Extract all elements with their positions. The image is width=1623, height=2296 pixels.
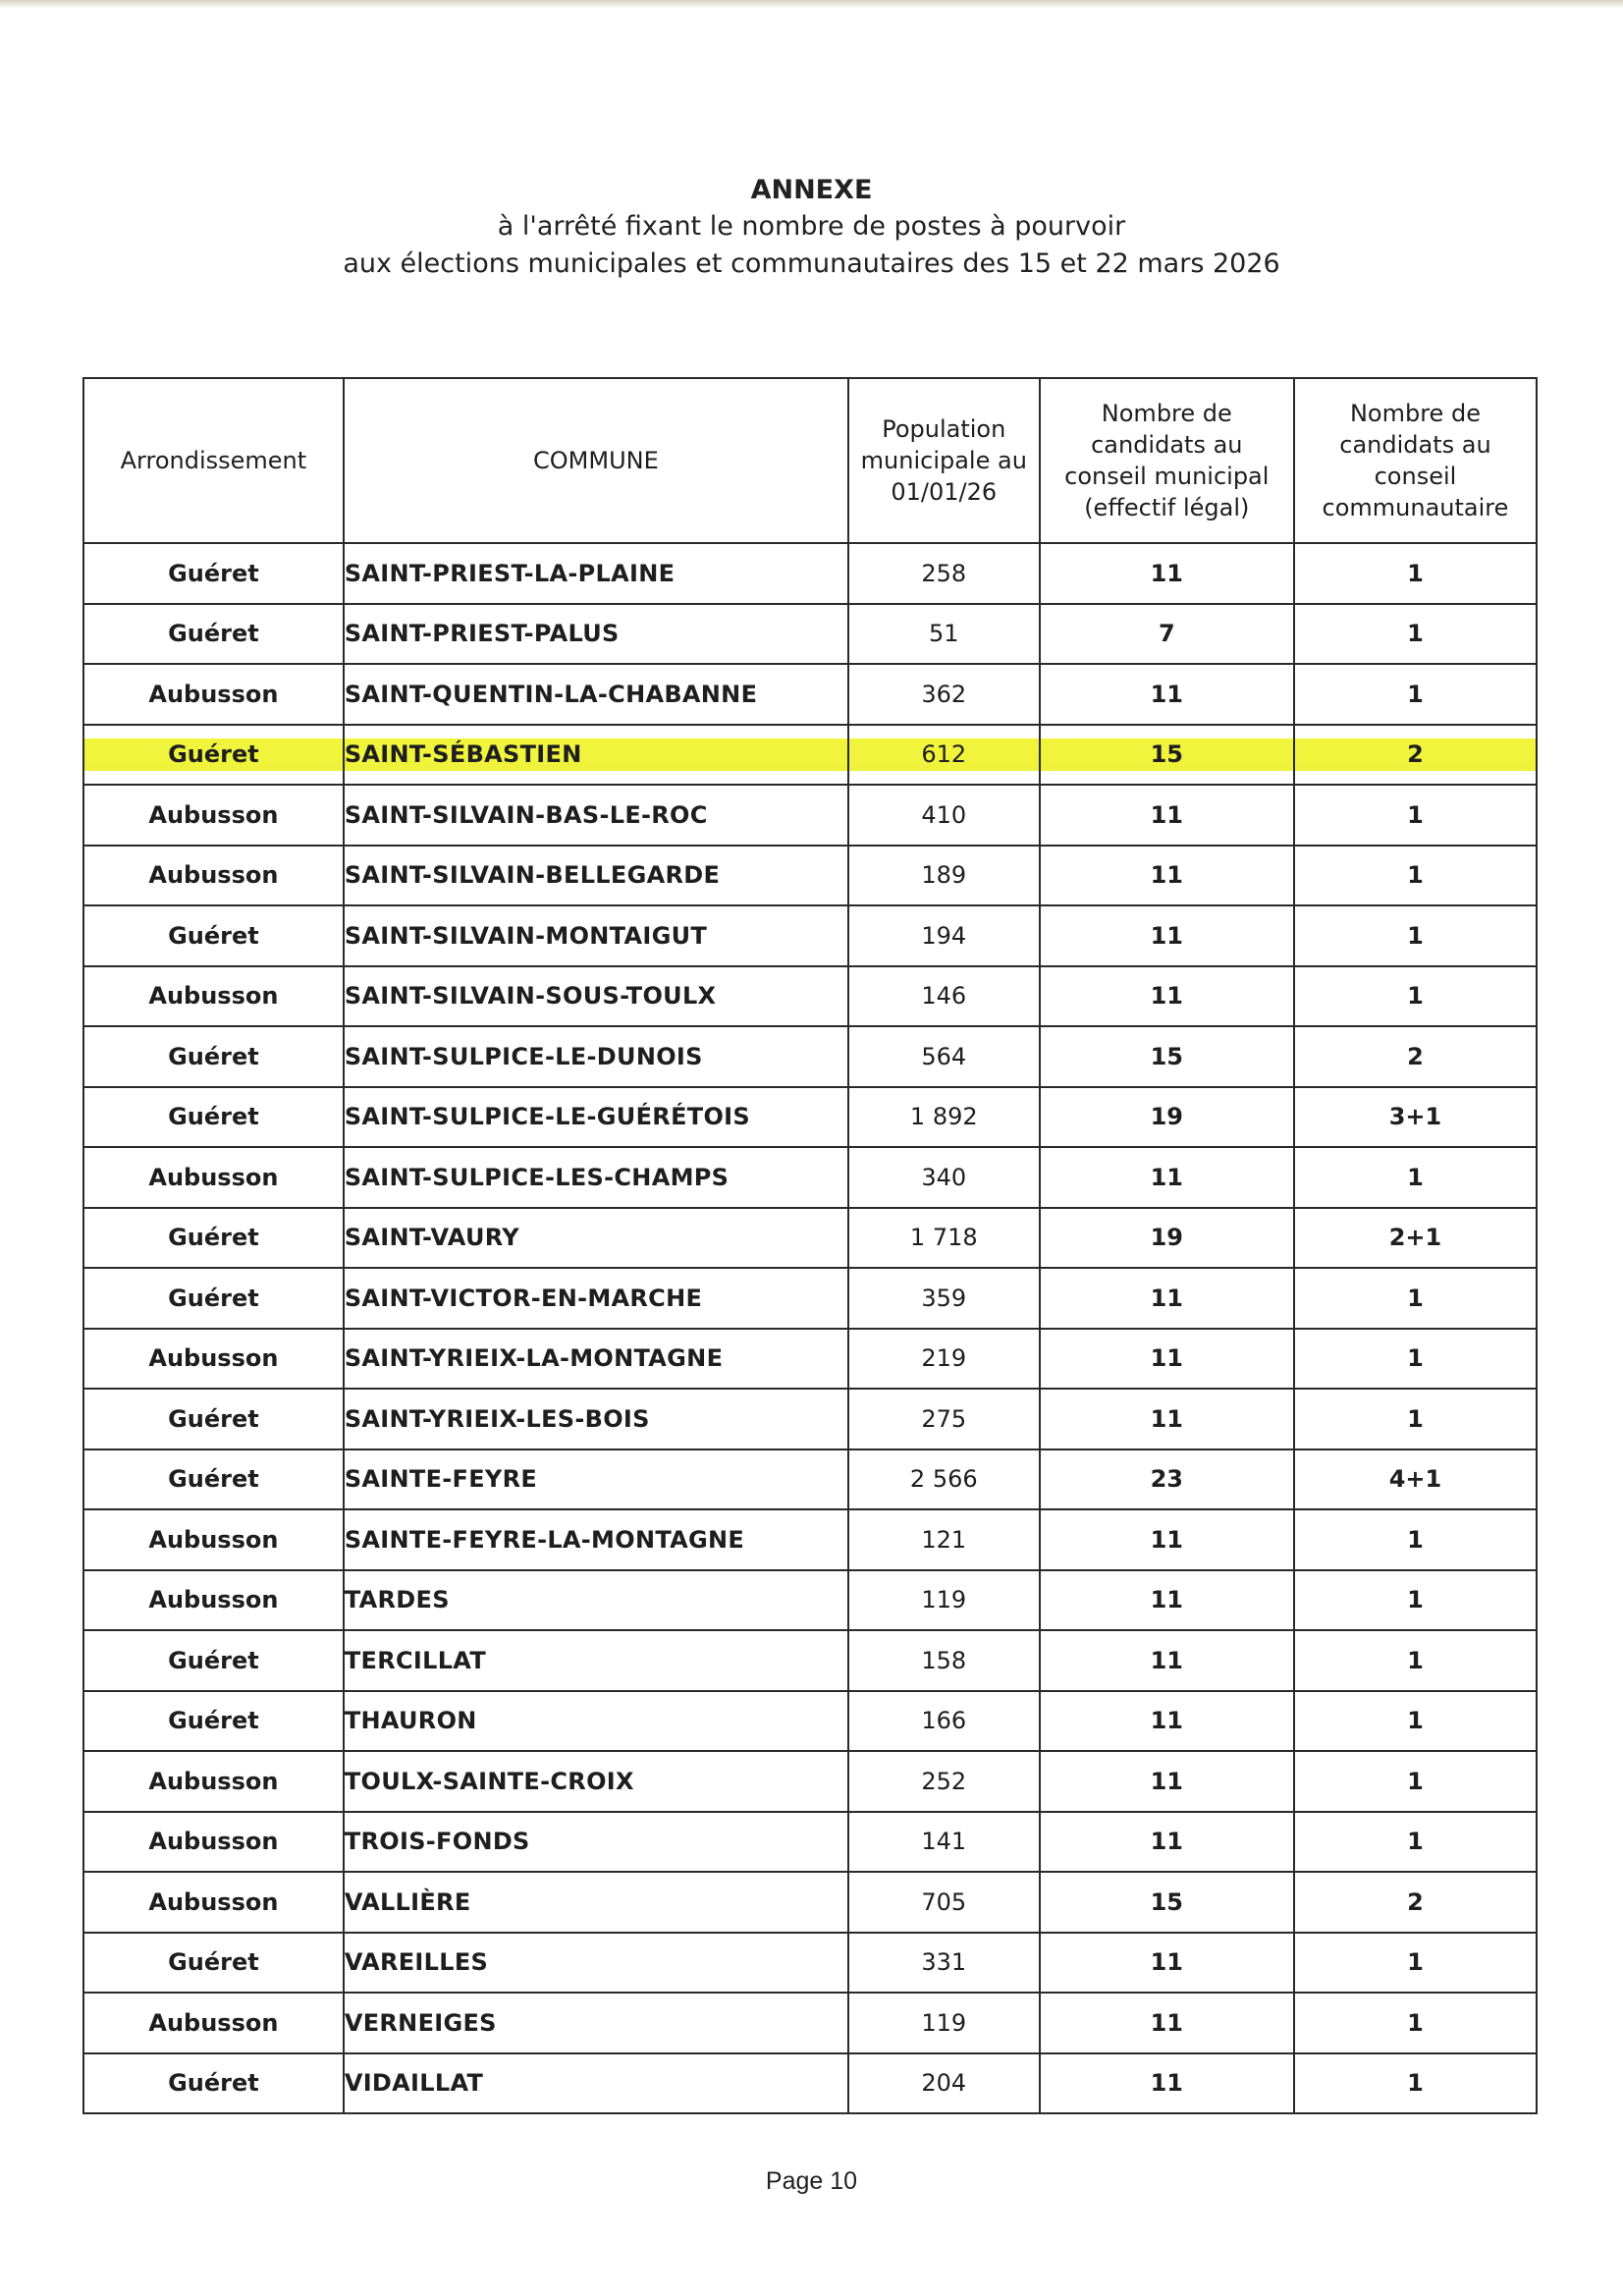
cell-commune: SAINT-SILVAIN-BAS-LE-ROC — [344, 785, 848, 846]
cell-commune: TARDES — [344, 1570, 848, 1631]
cell-conseil-municipal: 11 — [1040, 785, 1294, 846]
cell-conseil-municipal: 11 — [1040, 1691, 1294, 1752]
cell-population: 2 566 — [848, 1449, 1040, 1510]
table-row — [83, 1872, 1537, 1933]
table-row — [83, 1329, 1537, 1390]
cell-conseil-municipal: 11 — [1040, 1268, 1294, 1329]
cell-conseil-municipal: 11 — [1040, 1389, 1294, 1449]
table-row — [83, 1087, 1537, 1148]
cell-conseil-communautaire: 1 — [1294, 1933, 1537, 1994]
cell-conseil-municipal: 19 — [1040, 1087, 1294, 1148]
cell-conseil-municipal: 11 — [1040, 1812, 1294, 1873]
cell-conseil-communautaire: 1 — [1294, 785, 1537, 846]
cell-commune: SAINT-VAURY — [344, 1208, 848, 1269]
cell-arrondissement: Guéret — [83, 604, 344, 665]
cell-arrondissement: Guéret — [83, 1933, 344, 1994]
table-row — [83, 905, 1537, 966]
cell-conseil-municipal: 23 — [1040, 1449, 1294, 1510]
table-row — [83, 1933, 1537, 1994]
cell-conseil-municipal: 19 — [1040, 1208, 1294, 1269]
cell-population: 362 — [848, 664, 1040, 725]
cell-commune: SAINT-QUENTIN-LA-CHABANNE — [344, 664, 848, 725]
cell-conseil-municipal: 11 — [1040, 543, 1294, 604]
cell-population: 252 — [848, 1751, 1040, 1812]
table-row — [83, 1026, 1537, 1087]
cell-population: 166 — [848, 1691, 1040, 1752]
cell-conseil-communautaire: 2 — [1294, 1872, 1537, 1933]
table-row — [83, 543, 1537, 604]
cell-commune: SAINT-SILVAIN-MONTAIGUT — [344, 905, 848, 966]
document-title: ANNEXE — [750, 175, 873, 205]
cell-conseil-communautaire: 1 — [1294, 664, 1537, 725]
cell-conseil-municipal: 7 — [1040, 604, 1294, 665]
document-subtitle-line-1: à l'arrêté fixant le nombre de postes à pourvoir — [497, 211, 1126, 242]
column-header-conseil-municipal: Nombre de candidats au conseil municipal (effectif légal) — [1040, 378, 1294, 543]
cell-population: 146 — [848, 966, 1040, 1027]
cell-conseil-communautaire: 1 — [1294, 905, 1537, 966]
cell-conseil-communautaire: 1 — [1294, 846, 1537, 906]
column-header-arrondissement: Arrondissement — [83, 378, 344, 543]
table-row — [83, 664, 1537, 725]
scan-edge — [0, 0, 1623, 8]
cell-arrondissement: Aubusson — [83, 1329, 344, 1390]
cell-population: 564 — [848, 1026, 1040, 1087]
table-row — [83, 846, 1537, 906]
cell-conseil-communautaire: 1 — [1294, 1570, 1537, 1631]
annex-table — [82, 377, 1538, 2114]
cell-conseil-communautaire: 1 — [1294, 2053, 1537, 2114]
cell-arrondissement: Guéret — [83, 725, 344, 786]
cell-arrondissement: Guéret — [83, 1026, 344, 1087]
cell-commune: VALLIÈRE — [344, 1872, 848, 1933]
cell-conseil-communautaire: 1 — [1294, 1691, 1537, 1752]
table-row — [83, 604, 1537, 665]
cell-conseil-municipal: 11 — [1040, 1570, 1294, 1631]
cell-conseil-municipal: 15 — [1040, 725, 1294, 786]
cell-population: 275 — [848, 1389, 1040, 1449]
cell-population: 119 — [848, 1993, 1040, 2053]
cell-conseil-communautaire: 1 — [1294, 1268, 1537, 1329]
cell-conseil-municipal: 11 — [1040, 1933, 1294, 1994]
cell-arrondissement: Guéret — [83, 1389, 344, 1449]
column-header-conseil-communautaire: Nombre de candidats au conseil communautaire — [1294, 378, 1537, 543]
cell-commune: VERNEIGES — [344, 1993, 848, 2053]
cell-conseil-communautaire: 2 — [1294, 1026, 1537, 1087]
document-subtitle-line-2: aux élections municipales et communautaires des 15 et 22 mars 2026 — [343, 248, 1280, 279]
cell-arrondissement: Guéret — [83, 1691, 344, 1752]
cell-conseil-municipal: 11 — [1040, 2053, 1294, 2114]
table-row — [83, 1691, 1537, 1752]
cell-commune: SAINT-YRIEIX-LA-MONTAGNE — [344, 1329, 848, 1390]
cell-arrondissement: Aubusson — [83, 1147, 344, 1208]
cell-population: 189 — [848, 846, 1040, 906]
cell-commune: VAREILLES — [344, 1933, 848, 1994]
cell-conseil-communautaire: 1 — [1294, 1812, 1537, 1873]
cell-conseil-communautaire: 1 — [1294, 604, 1537, 665]
cell-commune: TERCILLAT — [344, 1630, 848, 1691]
cell-arrondissement: Aubusson — [83, 664, 344, 725]
cell-commune: SAINT-YRIEIX-LES-BOIS — [344, 1389, 848, 1449]
cell-population: 612 — [848, 725, 1040, 786]
cell-arrondissement: Guéret — [83, 1087, 344, 1148]
cell-commune: SAINT-VICTOR-EN-MARCHE — [344, 1268, 848, 1329]
column-header-commune: COMMUNE — [344, 378, 848, 543]
cell-arrondissement: Guéret — [83, 543, 344, 604]
cell-conseil-municipal: 11 — [1040, 1329, 1294, 1390]
cell-arrondissement: Guéret — [83, 2053, 344, 2114]
cell-commune: TOULX-SAINTE-CROIX — [344, 1751, 848, 1812]
cell-arrondissement: Guéret — [83, 1268, 344, 1329]
cell-conseil-communautaire: 4+1 — [1294, 1449, 1537, 1510]
cell-arrondissement: Guéret — [83, 1449, 344, 1510]
cell-arrondissement: Aubusson — [83, 1570, 344, 1631]
cell-population: 331 — [848, 1933, 1040, 1994]
cell-commune: SAINTE-FEYRE — [344, 1449, 848, 1510]
cell-conseil-municipal: 15 — [1040, 1872, 1294, 1933]
cell-conseil-municipal: 11 — [1040, 1630, 1294, 1691]
cell-arrondissement: Aubusson — [83, 1872, 344, 1933]
cell-arrondissement: Aubusson — [83, 966, 344, 1027]
cell-arrondissement: Aubusson — [83, 1993, 344, 2053]
cell-arrondissement: Aubusson — [83, 1812, 344, 1873]
cell-conseil-communautaire: 1 — [1294, 1329, 1537, 1390]
column-header-population: Population municipale au 01/01/26 — [848, 378, 1040, 543]
cell-arrondissement: Guéret — [83, 1208, 344, 1269]
table-row — [83, 1630, 1537, 1691]
cell-population: 1 892 — [848, 1087, 1040, 1148]
cell-population: 410 — [848, 785, 1040, 846]
cell-commune: THAURON — [344, 1691, 848, 1752]
table-row — [83, 1208, 1537, 1269]
cell-conseil-municipal: 11 — [1040, 1751, 1294, 1812]
cell-commune: SAINTE-FEYRE-LA-MONTAGNE — [344, 1509, 848, 1570]
cell-conseil-communautaire: 3+1 — [1294, 1087, 1537, 1148]
table-row — [83, 966, 1537, 1027]
cell-commune: SAINT-SÉBASTIEN — [344, 725, 848, 786]
cell-population: 1 718 — [848, 1208, 1040, 1269]
cell-commune: SAINT-SULPICE-LE-GUÉRÉTOIS — [344, 1087, 848, 1148]
cell-conseil-municipal: 11 — [1040, 846, 1294, 906]
cell-arrondissement: Guéret — [83, 1630, 344, 1691]
cell-conseil-communautaire: 1 — [1294, 1509, 1537, 1570]
table-row — [83, 1449, 1537, 1510]
cell-population: 141 — [848, 1812, 1040, 1873]
table-row — [83, 1147, 1537, 1208]
table-row — [83, 2053, 1537, 2114]
table-row — [83, 785, 1537, 846]
table-row-highlighted — [83, 725, 1537, 786]
cell-conseil-communautaire: 1 — [1294, 1630, 1537, 1691]
cell-population: 219 — [848, 1329, 1040, 1390]
cell-arrondissement: Aubusson — [83, 846, 344, 906]
table-row — [83, 1993, 1537, 2053]
cell-population: 258 — [848, 543, 1040, 604]
document-header — [0, 173, 1623, 283]
cell-population: 359 — [848, 1268, 1040, 1329]
cell-arrondissement: Aubusson — [83, 1751, 344, 1812]
cell-conseil-communautaire: 1 — [1294, 1993, 1537, 2053]
cell-commune: SAINT-SULPICE-LE-DUNOIS — [344, 1026, 848, 1087]
cell-conseil-municipal: 11 — [1040, 664, 1294, 725]
cell-commune: VIDAILLAT — [344, 2053, 848, 2114]
table-row — [83, 1268, 1537, 1329]
cell-population: 705 — [848, 1872, 1040, 1933]
cell-conseil-communautaire: 1 — [1294, 1147, 1537, 1208]
table-header-row — [83, 378, 1537, 543]
cell-population: 194 — [848, 905, 1040, 966]
cell-commune: TROIS-FONDS — [344, 1812, 848, 1873]
table-body — [83, 543, 1537, 2113]
cell-conseil-communautaire: 2 — [1294, 725, 1537, 786]
cell-commune: SAINT-PRIEST-PALUS — [344, 604, 848, 665]
table-row — [83, 1751, 1537, 1812]
cell-arrondissement: Aubusson — [83, 785, 344, 846]
cell-population: 158 — [848, 1630, 1040, 1691]
table-row — [83, 1812, 1537, 1873]
cell-conseil-municipal: 11 — [1040, 1147, 1294, 1208]
cell-arrondissement: Guéret — [83, 905, 344, 966]
cell-commune: SAINT-SILVAIN-BELLEGARDE — [344, 846, 848, 906]
cell-conseil-communautaire: 2+1 — [1294, 1208, 1537, 1269]
cell-conseil-communautaire: 1 — [1294, 543, 1537, 604]
cell-conseil-municipal: 11 — [1040, 966, 1294, 1027]
cell-conseil-municipal: 11 — [1040, 1509, 1294, 1570]
table-row — [83, 1389, 1537, 1449]
cell-conseil-municipal: 11 — [1040, 1993, 1294, 2053]
cell-population: 204 — [848, 2053, 1040, 2114]
cell-commune: SAINT-SULPICE-LES-CHAMPS — [344, 1147, 848, 1208]
page-number: Page 10 — [765, 2167, 858, 2195]
cell-conseil-communautaire: 1 — [1294, 966, 1537, 1027]
cell-commune: SAINT-PRIEST-LA-PLAINE — [344, 543, 848, 604]
cell-population: 121 — [848, 1509, 1040, 1570]
cell-population: 51 — [848, 604, 1040, 665]
cell-conseil-municipal: 11 — [1040, 905, 1294, 966]
table-row — [83, 1509, 1537, 1570]
cell-commune: SAINT-SILVAIN-SOUS-TOULX — [344, 966, 848, 1027]
cell-population: 340 — [848, 1147, 1040, 1208]
cell-conseil-communautaire: 1 — [1294, 1751, 1537, 1812]
table-row — [83, 1570, 1537, 1631]
cell-arrondissement: Aubusson — [83, 1509, 344, 1570]
cell-conseil-communautaire: 1 — [1294, 1389, 1537, 1449]
cell-conseil-municipal: 15 — [1040, 1026, 1294, 1087]
cell-population: 119 — [848, 1570, 1040, 1631]
